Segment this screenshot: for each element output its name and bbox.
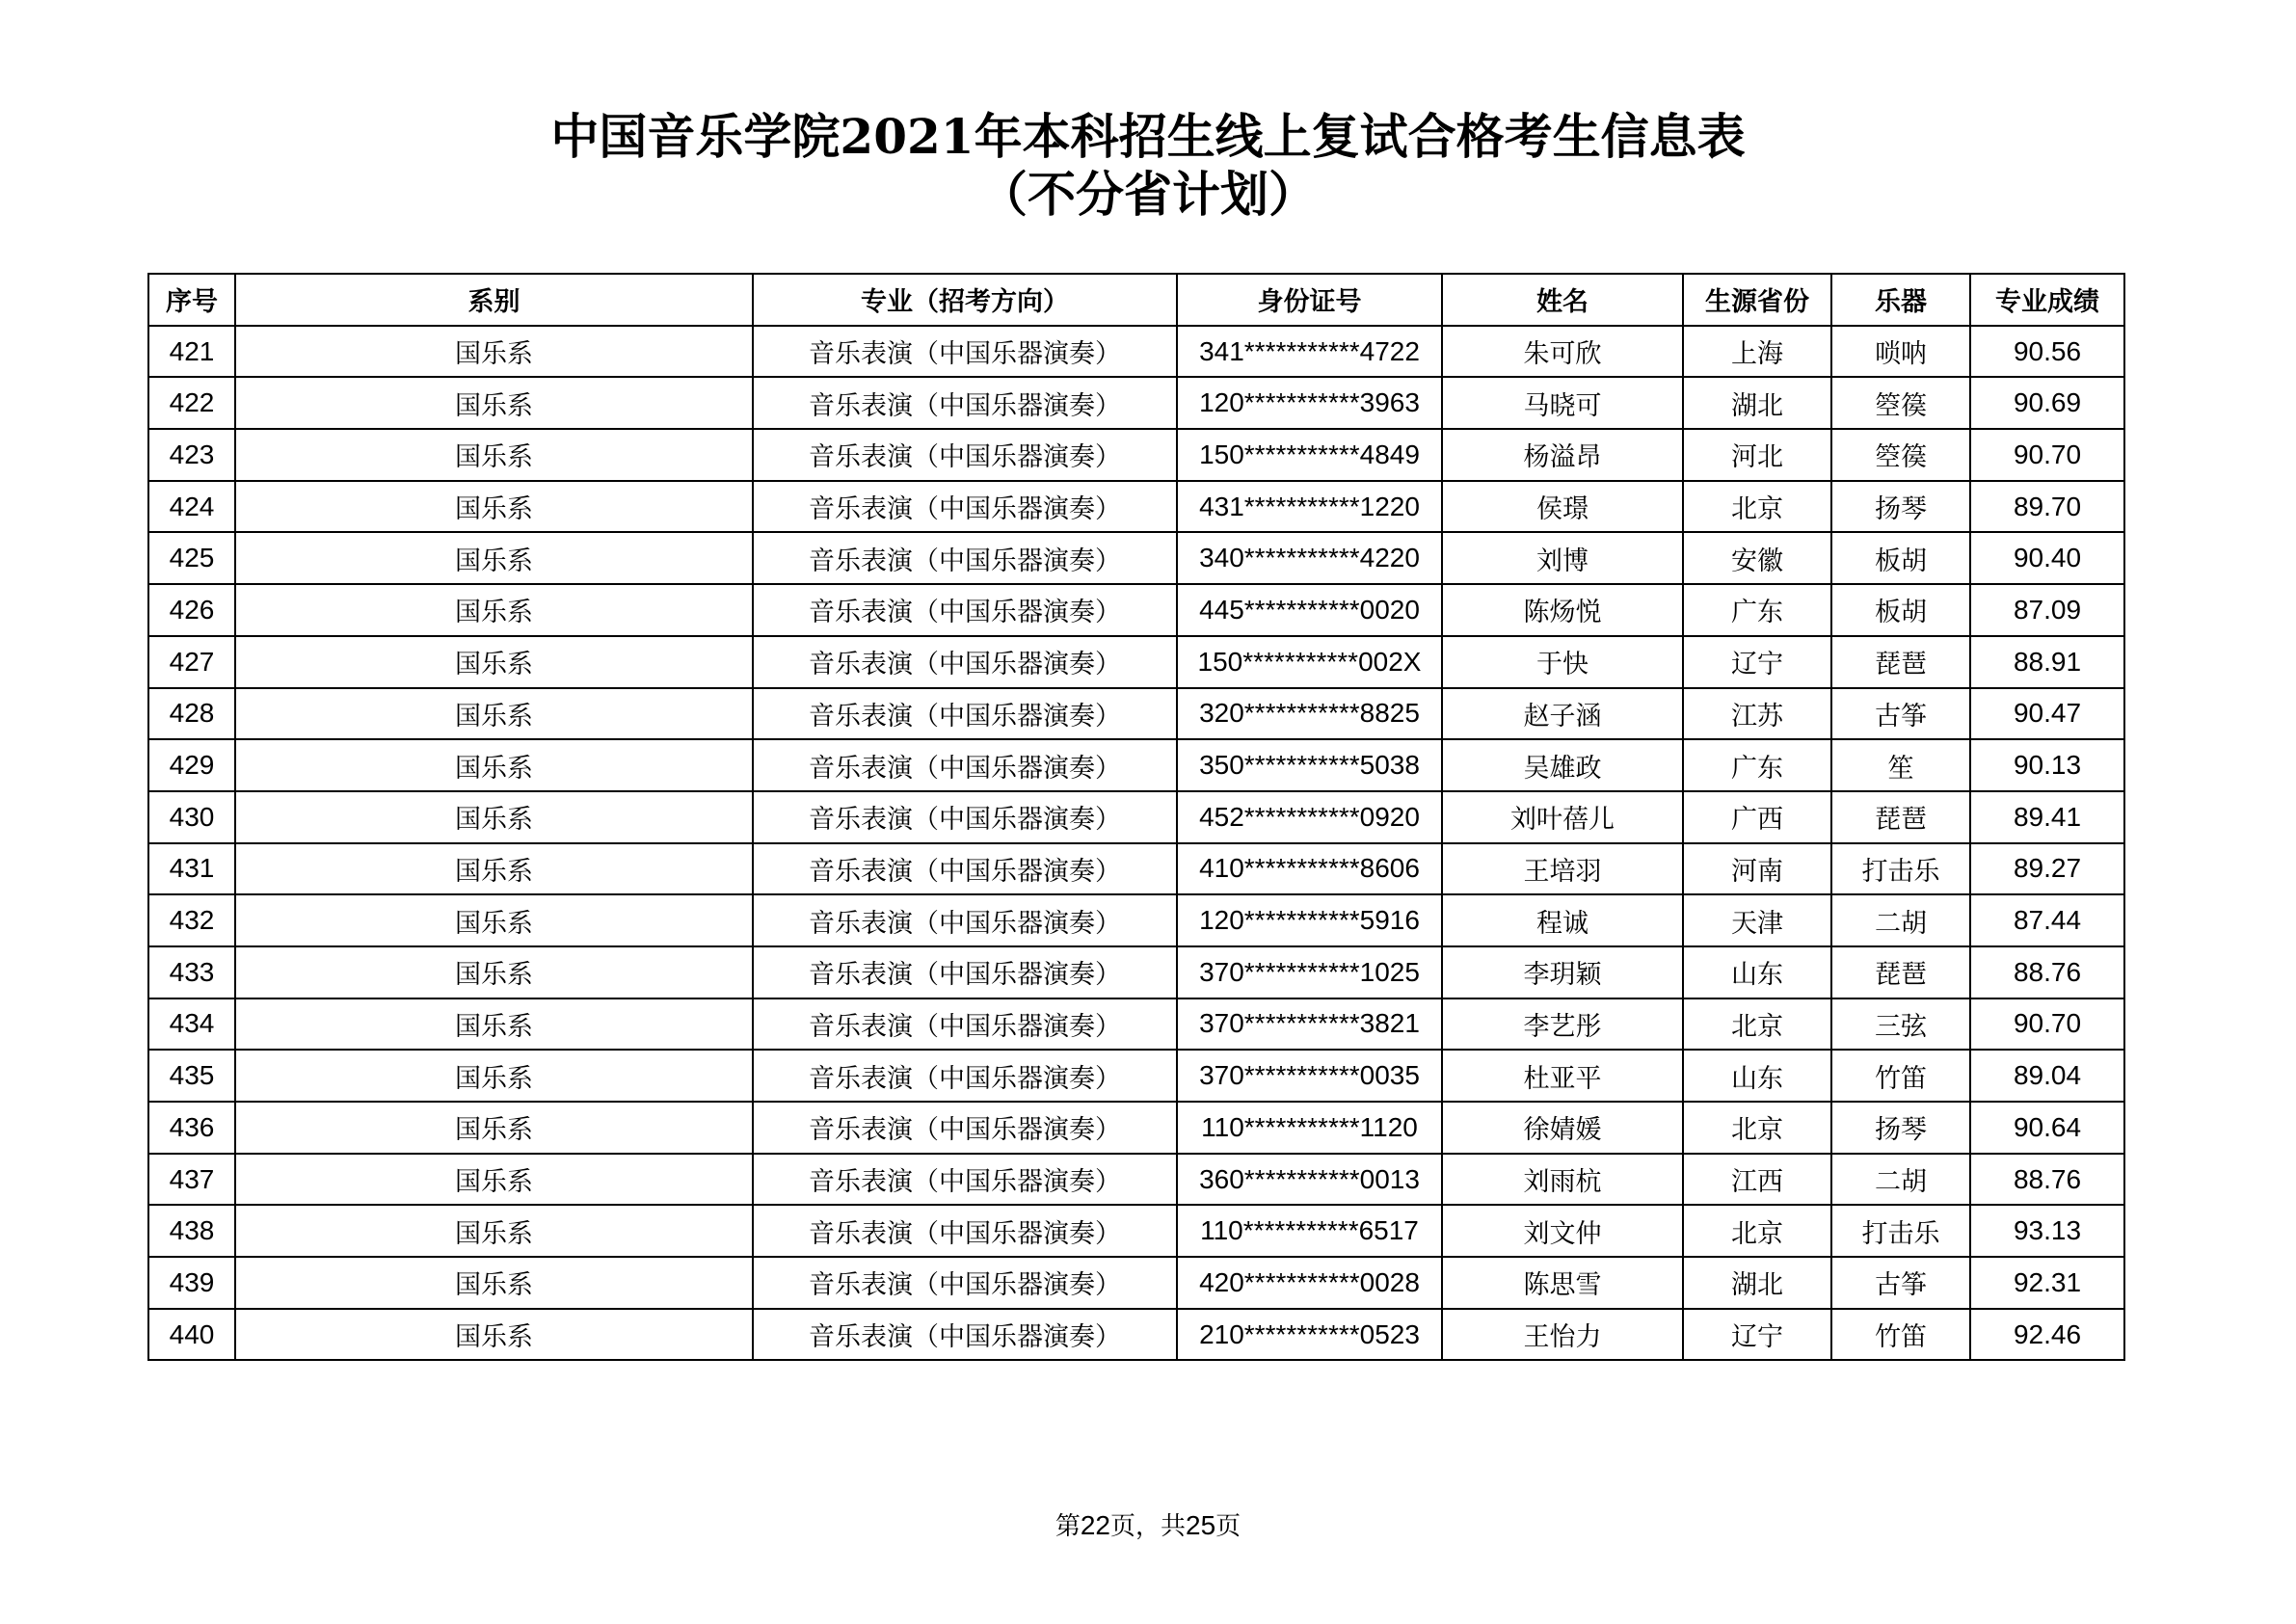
- cell-name: 刘叶蓓儿: [1442, 791, 1683, 843]
- cell-major: 音乐表演（中国乐器演奏）: [753, 1205, 1177, 1257]
- table-row: [148, 688, 2124, 740]
- table-row: [148, 1102, 2124, 1154]
- cell-major: 音乐表演（中国乐器演奏）: [753, 739, 1177, 791]
- cell-id-number: 360***********0013: [1177, 1154, 1442, 1206]
- cell-score: 89.04: [1970, 1050, 2124, 1102]
- cell-score: 88.76: [1970, 946, 2124, 998]
- cell-id-number: 452***********0920: [1177, 791, 1442, 843]
- cell-instrument: 箜篌: [1831, 429, 1970, 481]
- cell-department: 国乐系: [235, 481, 753, 533]
- cell-name: 王怡力: [1442, 1309, 1683, 1361]
- cell-seq: 430: [148, 791, 235, 843]
- cell-seq: 437: [148, 1154, 235, 1206]
- cell-id-number: 350***********5038: [1177, 739, 1442, 791]
- cell-department: 国乐系: [235, 1309, 753, 1361]
- cell-score: 90.40: [1970, 532, 2124, 584]
- cell-major: 音乐表演（中国乐器演奏）: [753, 532, 1177, 584]
- cell-major: 音乐表演（中国乐器演奏）: [753, 1257, 1177, 1309]
- table-row: [148, 636, 2124, 688]
- cell-id-number: 120***********3963: [1177, 377, 1442, 429]
- cell-id-number: 431***********1220: [1177, 481, 1442, 533]
- cell-instrument: 箜篌: [1831, 377, 1970, 429]
- cell-instrument: 竹笛: [1831, 1309, 1970, 1361]
- page-footer: [0, 1506, 2296, 1542]
- cell-id-number: 370***********3821: [1177, 998, 1442, 1051]
- cell-score: 92.46: [1970, 1309, 2124, 1361]
- cell-seq: 439: [148, 1257, 235, 1309]
- cell-score: 90.13: [1970, 739, 2124, 791]
- cell-department: 国乐系: [235, 532, 753, 584]
- cell-province: 广东: [1683, 584, 1831, 636]
- cell-seq: 436: [148, 1102, 235, 1154]
- cell-name: 于快: [1442, 636, 1683, 688]
- cell-instrument: 唢呐: [1831, 326, 1970, 378]
- cell-province: 广东: [1683, 739, 1831, 791]
- cell-department: 国乐系: [235, 739, 753, 791]
- table-row: [148, 1050, 2124, 1102]
- cell-seq: 435: [148, 1050, 235, 1102]
- cell-seq: 429: [148, 739, 235, 791]
- cell-major: 音乐表演（中国乐器演奏）: [753, 429, 1177, 481]
- cell-seq: 428: [148, 688, 235, 740]
- cell-name: 陈思雪: [1442, 1257, 1683, 1309]
- cell-id-number: 150***********002X: [1177, 636, 1442, 688]
- cell-instrument: 二胡: [1831, 1154, 1970, 1206]
- cell-major: 音乐表演（中国乐器演奏）: [753, 377, 1177, 429]
- table-row: [148, 894, 2124, 946]
- cell-score: 93.13: [1970, 1205, 2124, 1257]
- cell-instrument: 古筝: [1831, 1257, 1970, 1309]
- cell-province: 江苏: [1683, 688, 1831, 740]
- cell-name: 杨溢昂: [1442, 429, 1683, 481]
- cell-name: 刘博: [1442, 532, 1683, 584]
- cell-major: 音乐表演（中国乐器演奏）: [753, 688, 1177, 740]
- cell-province: 江西: [1683, 1154, 1831, 1206]
- cell-id-number: 445***********0020: [1177, 584, 1442, 636]
- table-row: [148, 1154, 2124, 1206]
- table-row: [148, 739, 2124, 791]
- column-header-province: 生源省份: [1683, 274, 1831, 326]
- cell-province: 辽宁: [1683, 1309, 1831, 1361]
- cell-score: 90.56: [1970, 326, 2124, 378]
- cell-id-number: 420***********0028: [1177, 1257, 1442, 1309]
- cell-province: 上海: [1683, 326, 1831, 378]
- table-row: [148, 584, 2124, 636]
- cell-name: 王培羽: [1442, 843, 1683, 895]
- cell-seq: 421: [148, 326, 235, 378]
- cell-province: 北京: [1683, 481, 1831, 533]
- table-row: [148, 1309, 2124, 1361]
- cell-instrument: 琵琶: [1831, 946, 1970, 998]
- cell-seq: 434: [148, 998, 235, 1051]
- table-row: [148, 946, 2124, 998]
- cell-province: 河北: [1683, 429, 1831, 481]
- cell-major: 音乐表演（中国乐器演奏）: [753, 1050, 1177, 1102]
- cell-id-number: 340***********4220: [1177, 532, 1442, 584]
- cell-instrument: 琵琶: [1831, 791, 1970, 843]
- cell-score: 88.91: [1970, 636, 2124, 688]
- cell-name: 刘雨杭: [1442, 1154, 1683, 1206]
- cell-province: 北京: [1683, 998, 1831, 1051]
- cell-department: 国乐系: [235, 429, 753, 481]
- cell-department: 国乐系: [235, 1257, 753, 1309]
- cell-score: 90.70: [1970, 998, 2124, 1051]
- cell-department: 国乐系: [235, 1050, 753, 1102]
- cell-instrument: 打击乐: [1831, 843, 1970, 895]
- cell-department: 国乐系: [235, 1154, 753, 1206]
- cell-instrument: 板胡: [1831, 532, 1970, 584]
- cell-province: 北京: [1683, 1102, 1831, 1154]
- column-header-id-number: 身份证号: [1177, 274, 1442, 326]
- cell-name: 朱可欣: [1442, 326, 1683, 378]
- cell-instrument: 琵琶: [1831, 636, 1970, 688]
- cell-instrument: 打击乐: [1831, 1205, 1970, 1257]
- cell-major: 音乐表演（中国乐器演奏）: [753, 843, 1177, 895]
- cell-id-number: 210***********0523: [1177, 1309, 1442, 1361]
- cell-seq: 433: [148, 946, 235, 998]
- cell-department: 国乐系: [235, 894, 753, 946]
- table-row: [148, 429, 2124, 481]
- cell-province: 山东: [1683, 946, 1831, 998]
- footer-prefix: 第: [1055, 1512, 1081, 1541]
- cell-department: 国乐系: [235, 791, 753, 843]
- column-header-instrument: 乐器: [1831, 274, 1970, 326]
- cell-major: 音乐表演（中国乐器演奏）: [753, 1102, 1177, 1154]
- cell-name: 刘文仲: [1442, 1205, 1683, 1257]
- cell-department: 国乐系: [235, 998, 753, 1051]
- table-body: [148, 326, 2124, 1361]
- cell-score: 90.64: [1970, 1102, 2124, 1154]
- cell-department: 国乐系: [235, 584, 753, 636]
- footer-suffix: 页: [1215, 1512, 1241, 1541]
- cell-major: 音乐表演（中国乐器演奏）: [753, 946, 1177, 998]
- cell-seq: 438: [148, 1205, 235, 1257]
- footer-total-pages: 25: [1186, 1510, 1216, 1540]
- cell-id-number: 120***********5916: [1177, 894, 1442, 946]
- cell-department: 国乐系: [235, 1205, 753, 1257]
- cell-province: 天津: [1683, 894, 1831, 946]
- cell-major: 音乐表演（中国乐器演奏）: [753, 894, 1177, 946]
- cell-seq: 423: [148, 429, 235, 481]
- cell-id-number: 320***********8825: [1177, 688, 1442, 740]
- cell-major: 音乐表演（中国乐器演奏）: [753, 326, 1177, 378]
- cell-name: 程诚: [1442, 894, 1683, 946]
- table-row: [148, 481, 2124, 533]
- cell-id-number: 150***********4849: [1177, 429, 1442, 481]
- cell-seq: 432: [148, 894, 235, 946]
- cell-instrument: 板胡: [1831, 584, 1970, 636]
- cell-name: 徐婧媛: [1442, 1102, 1683, 1154]
- column-header-score: 专业成绩: [1970, 274, 2124, 326]
- table-row: [148, 326, 2124, 378]
- cell-instrument: 古筝: [1831, 688, 1970, 740]
- table-row: [148, 1205, 2124, 1257]
- cell-seq: 427: [148, 636, 235, 688]
- cell-major: 音乐表演（中国乐器演奏）: [753, 791, 1177, 843]
- admission-table: [147, 273, 2125, 1361]
- cell-instrument: 扬琴: [1831, 481, 1970, 533]
- cell-id-number: 110***********1120: [1177, 1102, 1442, 1154]
- cell-department: 国乐系: [235, 326, 753, 378]
- cell-id-number: 341***********4722: [1177, 326, 1442, 378]
- cell-province: 湖北: [1683, 1257, 1831, 1309]
- cell-score: 88.76: [1970, 1154, 2124, 1206]
- header-row: [148, 274, 2124, 326]
- cell-id-number: 370***********1025: [1177, 946, 1442, 998]
- column-header-seq: 序号: [148, 274, 235, 326]
- cell-name: 赵子涵: [1442, 688, 1683, 740]
- cell-instrument: 三弦: [1831, 998, 1970, 1051]
- cell-major: 音乐表演（中国乐器演奏）: [753, 998, 1177, 1051]
- cell-seq: 440: [148, 1309, 235, 1361]
- column-header-major: 专业（招考方向）: [753, 274, 1177, 326]
- cell-instrument: 二胡: [1831, 894, 1970, 946]
- cell-score: 89.27: [1970, 843, 2124, 895]
- cell-province: 河南: [1683, 843, 1831, 895]
- cell-seq: 422: [148, 377, 235, 429]
- cell-instrument: 扬琴: [1831, 1102, 1970, 1154]
- cell-score: 90.47: [1970, 688, 2124, 740]
- document-subtitle: （不分省计划）: [979, 166, 1317, 223]
- table-row: [148, 791, 2124, 843]
- cell-major: 音乐表演（中国乐器演奏）: [753, 636, 1177, 688]
- cell-name: 马晓可: [1442, 377, 1683, 429]
- cell-province: 辽宁: [1683, 636, 1831, 688]
- document-title: 中国音乐学院2021年本科招生线上复试合格考生信息表: [550, 108, 1746, 165]
- cell-score: 90.69: [1970, 377, 2124, 429]
- cell-id-number: 370***********0035: [1177, 1050, 1442, 1102]
- table-row: [148, 843, 2124, 895]
- cell-seq: 426: [148, 584, 235, 636]
- cell-score: 89.41: [1970, 791, 2124, 843]
- cell-score: 87.44: [1970, 894, 2124, 946]
- cell-major: 音乐表演（中国乐器演奏）: [753, 1309, 1177, 1361]
- cell-major: 音乐表演（中国乐器演奏）: [753, 1154, 1177, 1206]
- cell-department: 国乐系: [235, 843, 753, 895]
- cell-id-number: 110***********6517: [1177, 1205, 1442, 1257]
- cell-id-number: 410***********8606: [1177, 843, 1442, 895]
- cell-score: 92.31: [1970, 1257, 2124, 1309]
- cell-department: 国乐系: [235, 1102, 753, 1154]
- cell-name: 侯璟: [1442, 481, 1683, 533]
- cell-score: 87.09: [1970, 584, 2124, 636]
- cell-province: 北京: [1683, 1205, 1831, 1257]
- cell-instrument: 笙: [1831, 739, 1970, 791]
- cell-name: 李艺彤: [1442, 998, 1683, 1051]
- cell-score: 89.70: [1970, 481, 2124, 533]
- cell-name: 陈炀悦: [1442, 584, 1683, 636]
- cell-score: 90.70: [1970, 429, 2124, 481]
- cell-department: 国乐系: [235, 946, 753, 998]
- cell-province: 广西: [1683, 791, 1831, 843]
- cell-department: 国乐系: [235, 636, 753, 688]
- cell-name: 杜亚平: [1442, 1050, 1683, 1102]
- cell-major: 音乐表演（中国乐器演奏）: [753, 584, 1177, 636]
- cell-name: 吴雄政: [1442, 739, 1683, 791]
- column-header-department: 系别: [235, 274, 753, 326]
- table-row: [148, 377, 2124, 429]
- table-row: [148, 998, 2124, 1051]
- cell-seq: 431: [148, 843, 235, 895]
- cell-instrument: 竹笛: [1831, 1050, 1970, 1102]
- cell-department: 国乐系: [235, 688, 753, 740]
- cell-province: 湖北: [1683, 377, 1831, 429]
- cell-province: 安徽: [1683, 532, 1831, 584]
- cell-major: 音乐表演（中国乐器演奏）: [753, 481, 1177, 533]
- cell-seq: 425: [148, 532, 235, 584]
- footer-middle: 页，共: [1109, 1512, 1186, 1541]
- cell-name: 李玥颖: [1442, 946, 1683, 998]
- cell-province: 山东: [1683, 1050, 1831, 1102]
- table-row: [148, 1257, 2124, 1309]
- footer-current-page: 22: [1080, 1510, 1110, 1540]
- cell-department: 国乐系: [235, 377, 753, 429]
- cell-seq: 424: [148, 481, 235, 533]
- table-header: [148, 274, 2124, 326]
- table-row: [148, 532, 2124, 584]
- column-header-name: 姓名: [1442, 274, 1683, 326]
